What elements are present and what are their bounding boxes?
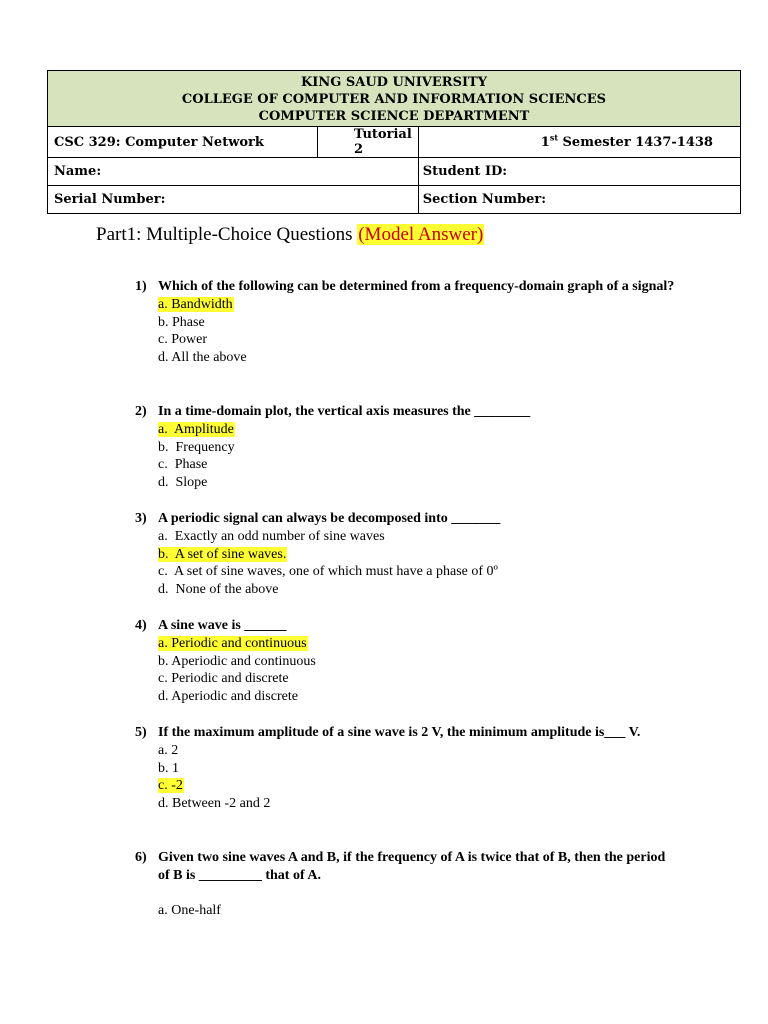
options-list	[158, 742, 675, 812]
answer-option: b. Frequency	[158, 439, 235, 455]
answer-option: b. Phase	[158, 314, 205, 330]
answer-option: c. A set of sine waves, one of which must have a phase of 0º	[158, 564, 498, 580]
answer-option-correct: c. -2	[158, 778, 183, 794]
section-cell	[418, 186, 740, 214]
answer-option-correct: a. Amplitude	[158, 422, 234, 437]
options-list	[158, 296, 675, 366]
department-name: COMPUTER SCIENCE DEPARTMENT	[258, 108, 530, 124]
student-id-label: Student ID:	[422, 164, 508, 179]
question-text: If the maximum amplitude of a sine wave is 2 V, the minimum amplitude is___ V.	[158, 725, 641, 740]
course-cell	[48, 127, 318, 158]
answer-option: d. Aperiodic and discrete	[158, 688, 298, 704]
semester-rest: Semester 1437-1438	[558, 134, 713, 150]
question-5	[135, 724, 675, 812]
semester-cell	[418, 127, 740, 158]
question-1	[135, 278, 675, 366]
answer-option-correct: b. A set of sine waves.	[158, 546, 287, 562]
header-table	[47, 70, 741, 214]
name-label: Name:	[54, 164, 102, 179]
question-4	[135, 617, 675, 705]
options-list	[158, 635, 675, 705]
answer-option-correct: a. Bandwidth	[158, 297, 233, 312]
university-name: KING SAUD UNIVERSITY	[300, 74, 488, 90]
answer-option: a. 2	[158, 743, 179, 758]
answer-option: c. Phase	[158, 457, 208, 473]
serial-label: Serial Number:	[54, 192, 166, 207]
part-title	[96, 224, 484, 246]
course-label: CSC 329: Computer Network	[54, 134, 264, 150]
model-answer-highlight: (Model Answer)	[358, 224, 484, 245]
answer-option: d. Slope	[158, 474, 208, 490]
question-text: Given two sine waves A and B, if the frequency of A is twice that of B, then the period of B is _________ that of A.	[158, 850, 666, 883]
question-number: 1)	[135, 279, 147, 294]
answer-option: d. Between -2 and 2	[158, 795, 271, 811]
question-number: 4)	[135, 618, 147, 633]
serial-cell	[48, 186, 419, 214]
answer-option: a. One-half	[158, 903, 221, 918]
question-text: Which of the following can be determined from a frequency-domain graph of a signal?	[158, 279, 675, 294]
part-title-text: Part1: Multiple-Choice Questions	[96, 224, 358, 245]
section-label: Section Number:	[422, 192, 547, 207]
answer-option: c. Periodic and discrete	[158, 671, 289, 687]
question-3	[135, 510, 675, 598]
options-list	[158, 421, 675, 491]
question-text: A periodic signal can always be decomposed into _______	[158, 511, 501, 526]
tutorial-cell	[318, 127, 419, 158]
answer-option: d. None of the above	[158, 581, 279, 597]
answer-option: b. 1	[158, 760, 179, 776]
question-number: 3)	[135, 511, 147, 526]
question-number: 6)	[135, 850, 147, 865]
answer-option: b. Aperiodic and continuous	[158, 653, 316, 669]
university-header	[48, 71, 741, 127]
question-text: A sine wave is ______	[158, 618, 287, 633]
answer-option: c. Power	[158, 332, 207, 348]
options-list	[158, 885, 675, 920]
tutorial-label: Tutorial 2	[354, 127, 412, 157]
answer-option: d. All the above	[158, 349, 247, 365]
question-6	[135, 849, 675, 920]
answer-option: a. Exactly an odd number of sine waves	[158, 529, 385, 544]
options-list	[158, 528, 675, 598]
semester-sup: st	[549, 132, 559, 143]
semester-num: 1	[540, 134, 550, 150]
question-text: In a time-domain plot, the vertical axis measures the ________	[158, 404, 531, 419]
name-cell	[48, 158, 419, 186]
question-2	[135, 403, 675, 491]
college-name: COLLEGE OF COMPUTER AND INFORMATION SCIENCES	[181, 91, 607, 107]
question-number: 5)	[135, 725, 147, 740]
answer-option-correct: a. Periodic and continuous	[158, 636, 307, 651]
question-number: 2)	[135, 404, 147, 419]
student-id-cell	[418, 158, 740, 186]
